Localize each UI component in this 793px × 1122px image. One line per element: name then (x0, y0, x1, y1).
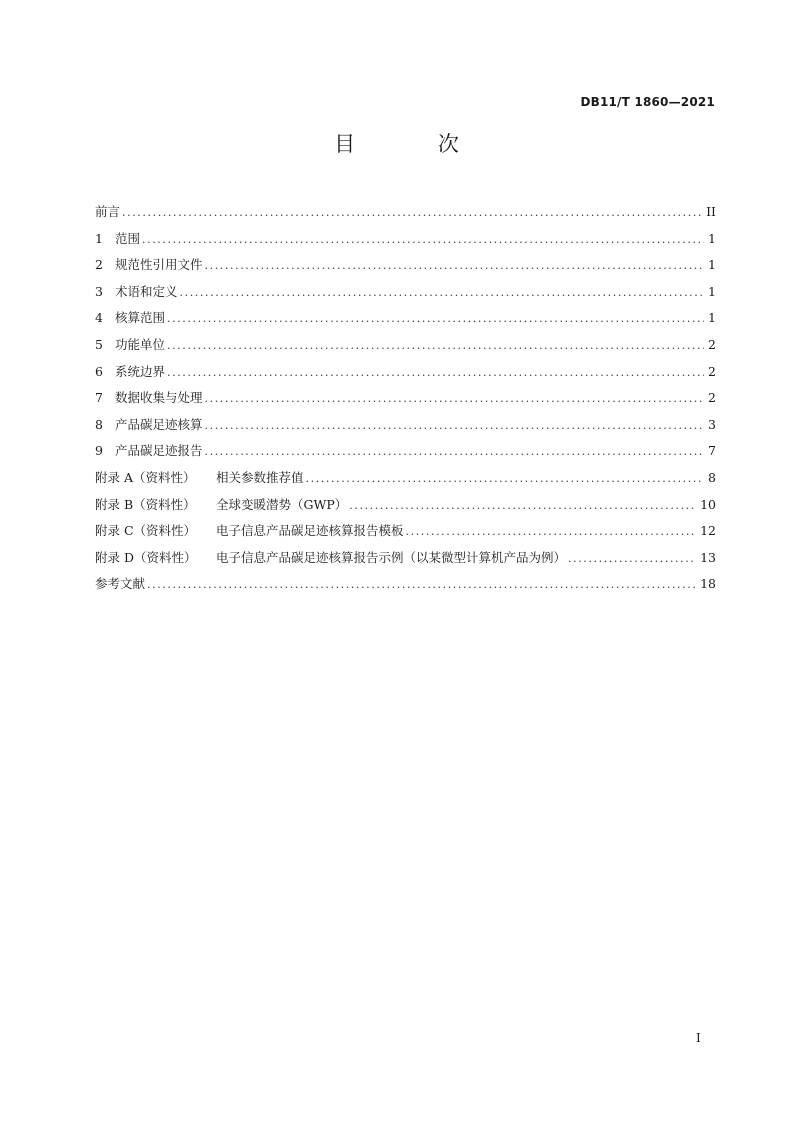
dot-leader (205, 253, 704, 280)
dot-leader (205, 439, 704, 466)
toc-entry-number: 附录 B（资料性） (95, 496, 196, 512)
toc-entry-9[interactable] (95, 438, 716, 465)
dot-leader (180, 280, 704, 307)
toc-entry-title: 全球变暖潜势（GWP） (216, 496, 348, 512)
toc-entry-page: 2 (708, 336, 716, 352)
toc-entry-6[interactable] (95, 359, 716, 386)
toc-entry-4[interactable] (95, 305, 716, 332)
dot-leader (167, 360, 704, 387)
toc-entry-title: 电子信息产品碳足迹核算报告示例（以某微型计算机产品为例） (216, 549, 567, 565)
toc-entry-page: II (706, 204, 716, 219)
toc-entry-1[interactable] (95, 226, 716, 253)
toc-entry-number: 3 (95, 283, 103, 299)
toc-entry-number: 5 (95, 336, 103, 352)
toc-entry-page: 8 (708, 469, 716, 485)
standard-code: DB11/T 1860—2021 (580, 95, 715, 109)
toc-entry-number: 7 (95, 390, 103, 406)
dot-leader (167, 306, 704, 333)
table-of-contents (95, 199, 716, 598)
dot-leader (167, 333, 704, 360)
toc-entry-title: 参考文献 (95, 576, 146, 592)
toc-entry-title: 相关参数推荐值 (216, 469, 304, 485)
toc-entry-title: 系统边界 (115, 363, 166, 379)
toc-entry-appendix-a[interactable] (95, 465, 716, 492)
dot-leader (205, 413, 704, 440)
toc-entry-appendix-b[interactable] (95, 492, 716, 519)
toc-entry-title: 核算范围 (115, 310, 166, 326)
dot-leader (306, 466, 704, 493)
toc-entry-number: 1 (95, 230, 103, 246)
toc-entry-title: 术语和定义 (115, 283, 178, 299)
dot-leader (406, 519, 697, 546)
dot-leader (147, 572, 696, 599)
toc-entry-page: 1 (708, 310, 716, 326)
toc-entry-page: 7 (708, 443, 716, 459)
toc-entry-title: 产品碳足迹核算 (115, 416, 203, 432)
toc-entry-page: 13 (700, 549, 716, 565)
toc-entry-8[interactable] (95, 412, 716, 439)
toc-entry-page: 3 (708, 416, 716, 432)
dot-leader (205, 386, 704, 413)
toc-entry-3[interactable] (95, 279, 716, 306)
toc-entry-page: 10 (700, 496, 716, 512)
toc-entry-title: 产品碳足迹报告 (115, 443, 203, 459)
toc-entry-number: 附录 C（资料性） (95, 523, 197, 539)
toc-entry-5[interactable] (95, 332, 716, 359)
toc-entry-title: 规范性引用文件 (115, 257, 203, 273)
page-number: I (696, 1031, 701, 1045)
dot-leader (122, 200, 702, 227)
toc-entry-2[interactable] (95, 252, 716, 279)
page-title: 目 次 (334, 132, 497, 156)
toc-entry-page: 1 (708, 283, 716, 299)
toc-entry-page: 1 (708, 230, 716, 246)
toc-entry-number: 附录 A（资料性） (95, 469, 196, 485)
toc-entry-title: 电子信息产品碳足迹核算报告模板 (216, 523, 404, 539)
dot-leader (142, 227, 704, 254)
toc-entry-number: 9 (95, 443, 103, 459)
toc-entry-page: 2 (708, 363, 716, 379)
toc-entry-references[interactable] (95, 571, 716, 598)
toc-entry-number: 附录 D（资料性） (95, 549, 197, 565)
toc-entry-number: 2 (95, 257, 103, 273)
toc-entry-page: 1 (708, 257, 716, 273)
toc-entry-page: 2 (708, 390, 716, 406)
toc-entry-foreword[interactable] (95, 199, 716, 226)
toc-entry-title: 数据收集与处理 (115, 390, 203, 406)
toc-entry-page: 18 (700, 576, 716, 592)
toc-entry-number: 6 (95, 363, 103, 379)
toc-entry-appendix-d[interactable] (95, 545, 716, 572)
toc-entry-title: 范围 (115, 230, 141, 246)
toc-entry-number: 8 (95, 416, 103, 432)
toc-entry-7[interactable] (95, 385, 716, 412)
dot-leader (568, 546, 696, 573)
toc-entry-number: 4 (95, 310, 103, 326)
toc-entry-title: 前言 (95, 204, 121, 219)
toc-entry-page: 12 (700, 523, 716, 539)
toc-entry-title: 功能单位 (115, 336, 166, 352)
toc-entry-appendix-c[interactable] (95, 518, 716, 545)
dot-leader (349, 493, 696, 520)
